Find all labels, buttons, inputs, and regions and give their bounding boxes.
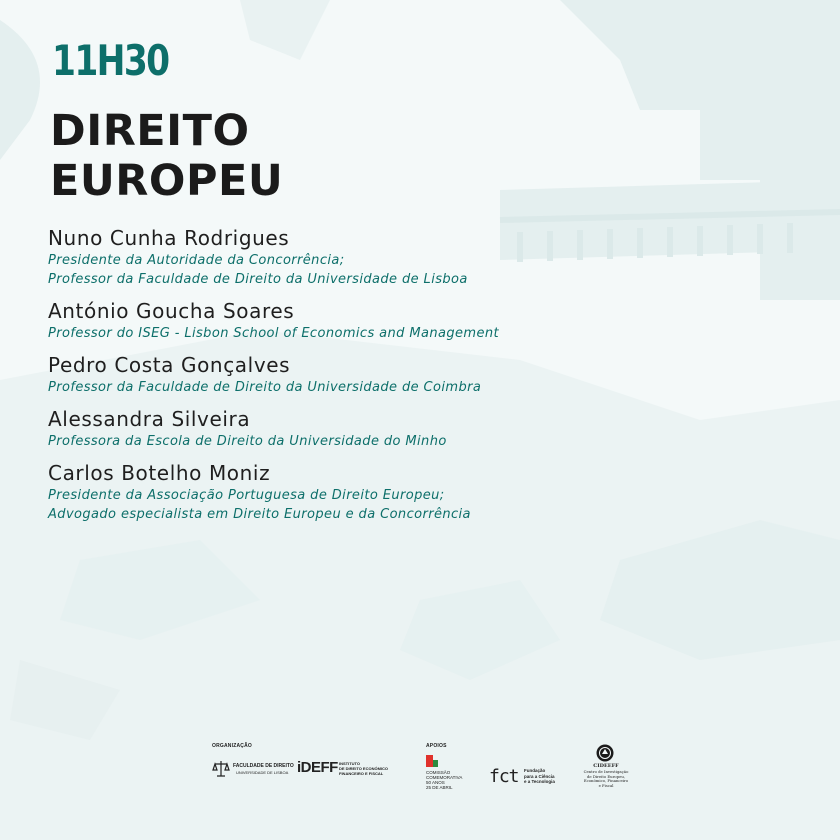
cideeff-line: Centro de Investigação (583, 769, 629, 774)
speaker-role: Presidente da Associação Portuguesa de Direito Europeu; (48, 488, 445, 503)
speaker-role: Advogado especialista em Direito Europeu e da Concorrência (48, 507, 471, 522)
comissao-line: 25 DE ABRIL (426, 785, 453, 790)
session-title (50, 106, 283, 206)
comissao-logo-icon (426, 755, 438, 767)
speaker-name: António Goucha Soares (48, 299, 295, 323)
speaker-item (48, 226, 808, 289)
speaker-item (48, 353, 808, 397)
ideff-line2: DE DIREITO ECONÓMICO (339, 766, 389, 771)
fct-line: Fundação (524, 768, 546, 773)
cideeff-line: e Fiscal (598, 782, 614, 788)
speaker-item (48, 407, 808, 451)
comissao-line: COMEMORATIVA (426, 775, 463, 780)
apoios-label: APOIOS (426, 743, 447, 749)
fct-line: para a Ciência (524, 773, 555, 779)
comissao-line: COMISSÃO (426, 770, 451, 775)
speaker-name: Pedro Costa Gonçalves (48, 353, 291, 377)
fdul-name: FACULDADE DE DIREITO (233, 763, 294, 769)
fct-text (524, 768, 555, 785)
speaker-name: Carlos Botelho Moniz (48, 461, 271, 485)
fdul-scales-icon (211, 759, 231, 779)
title-line: DIREITO (50, 106, 250, 156)
speaker-role: Professor do ISEG - Lisbon School of Economics and Management (48, 326, 499, 341)
comissao-text (426, 770, 462, 790)
speaker-role: Professor da Faculdade de Direito da Universidade de Coimbra (48, 380, 482, 395)
speaker-name: Alessandra Silveira (48, 407, 251, 431)
ideff-line1: INSTITUTO (339, 761, 361, 766)
speaker-role: Professora da Escola de Direito da Universidade do Minho (48, 434, 447, 449)
speaker-name: Nuno Cunha Rodrigues (48, 226, 290, 250)
cideeff-logo: CIDEEFF (593, 763, 619, 769)
speaker-item (48, 299, 808, 343)
cideeff-line: de Direito Europeu, (586, 773, 626, 779)
title-line: EUROPEU (50, 156, 284, 206)
comissao-line: 50 ANOS (426, 780, 445, 785)
cideeff-seal-icon (596, 744, 614, 762)
ideff-logo: iDEFF (297, 759, 338, 776)
speaker-item (48, 461, 808, 524)
organizacao-label: ORGANIZAÇÃO (212, 743, 252, 749)
speaker-role: Presidente da Autoridade da Concorrência; (48, 253, 345, 268)
fdul-university: UNIVERSIDADE DE LISBOA (236, 770, 289, 775)
footer-logos (0, 740, 840, 840)
fct-line: e a Tecnologia (524, 779, 555, 784)
speaker-role: Professor da Faculdade de Direito da Universidade de Lisboa (48, 272, 468, 287)
cideeff-line: Económico, Financeiro (583, 778, 629, 784)
speaker-list (48, 226, 808, 534)
session-time: 11H30 (52, 36, 169, 85)
cideeff-text (580, 770, 632, 788)
fct-logo: fct (489, 766, 519, 787)
ideff-line3: FINANCEIRO E FISCAL (339, 771, 384, 776)
